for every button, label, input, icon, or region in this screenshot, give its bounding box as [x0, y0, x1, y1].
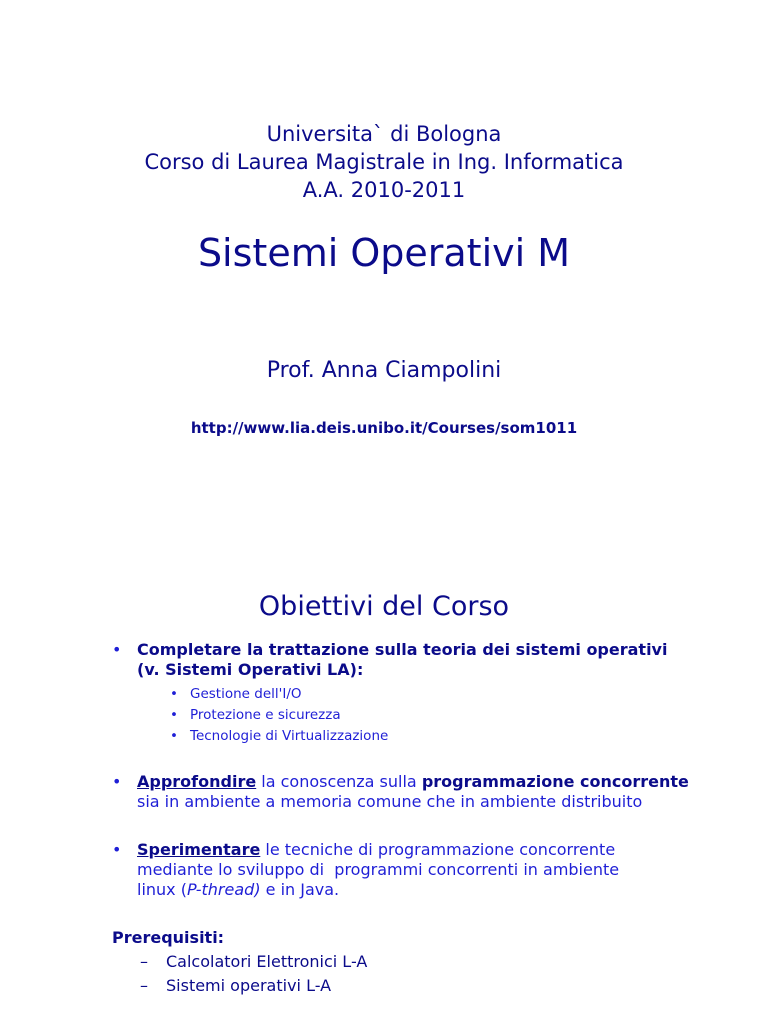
subitem-label: Protezione e sicurezza	[190, 707, 341, 723]
dash-icon: –	[140, 976, 148, 995]
list-item	[170, 684, 620, 705]
objective-bullet-deepen	[112, 772, 712, 816]
bullet-dot-icon: •	[112, 772, 122, 791]
bullet-dot-icon: •	[112, 840, 122, 859]
list-item	[140, 976, 540, 996]
professor-name: Prof. Anna Ciampolini	[266, 358, 502, 383]
course-title: Sistemi Operativi M	[197, 231, 571, 275]
objective-line: Completare la trattazione sulla teoria dei sistemi operativi	[137, 640, 668, 659]
emphasis-lead: Sperimentare	[137, 840, 261, 859]
bullet-dot-icon: •	[170, 686, 178, 702]
objective-line	[137, 880, 712, 900]
objective-fragment: le tecniche di programmazione concorrente	[260, 840, 616, 859]
course-url-link[interactable]: http://www.lia.deis.unibo.it/Courses/som1011	[190, 419, 578, 437]
list-item	[170, 726, 620, 747]
prerequisite-label: Sistemi operativi L-A	[166, 976, 332, 995]
objective-bullet-complete	[112, 640, 712, 684]
topics-sublist	[170, 684, 620, 747]
prerequisite-label: Calcolatori Elettronici L-A	[166, 952, 368, 971]
list-item	[140, 952, 540, 972]
prerequisites-heading: Prerequisiti:	[112, 928, 225, 947]
objective-fragment: linux (	[137, 880, 187, 899]
objective-line	[137, 840, 712, 860]
subitem-label: Gestione dell'I/O	[190, 686, 302, 702]
objective-text-complete	[137, 640, 712, 680]
emphasis-term: programmazione concorrente	[421, 772, 689, 791]
objective-fragment: la conoscenza sulla	[256, 772, 422, 791]
objectives-heading: Obiettivi del Corso	[258, 591, 510, 622]
objective-line: (v. Sistemi Operativi LA):	[137, 660, 364, 679]
objective-line: mediante lo sviluppo di programmi concorrenti in ambiente	[137, 860, 620, 879]
italic-term: P-thread)	[186, 880, 261, 899]
academic-year: A.A. 2010-2011	[302, 178, 466, 202]
list-item	[170, 705, 620, 726]
degree-program: Corso di Laurea Magistrale in Ing. Informatica	[144, 150, 624, 174]
bullet-dot-icon: •	[170, 707, 178, 723]
objective-bullet-experiment	[112, 840, 712, 904]
bullet-dot-icon: •	[170, 728, 178, 744]
subitem-label: Tecnologie di Virtualizzazione	[190, 728, 389, 744]
dash-icon: –	[140, 952, 148, 971]
emphasis-lead: Approfondire	[137, 772, 257, 791]
objective-text-experiment	[137, 840, 712, 900]
objective-fragment: e in Java.	[260, 880, 340, 899]
objective-text-deepen	[137, 772, 712, 812]
university-name: Universita` di Bologna	[266, 122, 502, 146]
objective-line	[137, 772, 712, 792]
objective-line: sia in ambiente a memoria comune che in ambiente distribuito	[137, 792, 643, 811]
bullet-dot-icon: •	[112, 640, 122, 659]
